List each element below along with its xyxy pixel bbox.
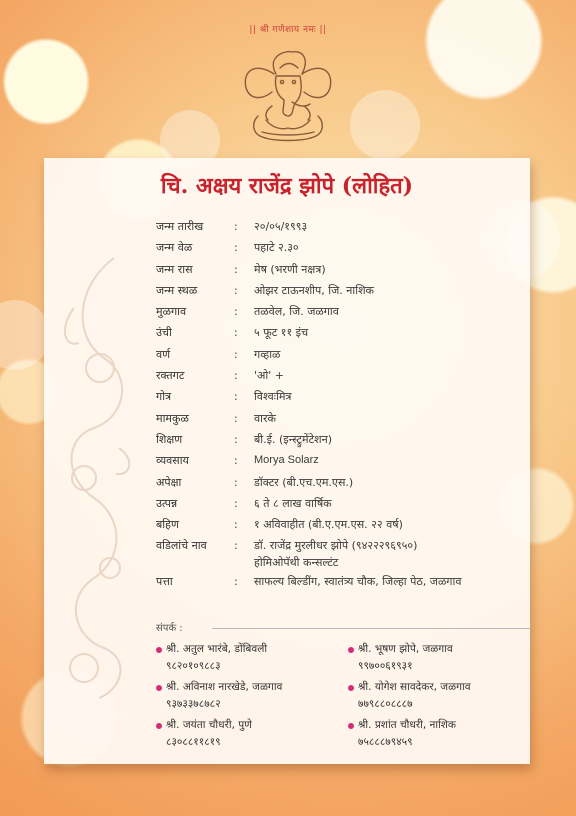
detail-label: वडिलांचे नाव: [156, 539, 207, 553]
detail-value: पहाटे २.३०: [254, 241, 299, 255]
detail-value: साफल्य बिल्डींग, स्वातंत्र्य चौक, जिल्हा पेठ, जळगाव: [254, 575, 462, 589]
detail-row-complexion: [156, 344, 526, 365]
detail-row-blood-group: [156, 365, 526, 386]
detail-label: जन्म स्थळ: [156, 283, 198, 297]
mantra-heading: || श्री गणेशाय नमः ||: [249, 25, 327, 35]
details-list: [156, 216, 526, 593]
detail-value: २०/०५/१९९३: [254, 220, 308, 233]
contact-name: श्री. प्रशांत चौधरी, नाशिक: [358, 719, 456, 731]
detail-separator: :: [234, 518, 238, 532]
detail-value: डॉक्टर (बी.एच.एम.एस.): [254, 475, 354, 489]
detail-row-expectation: [156, 472, 526, 493]
detail-label: रक्तगट: [156, 369, 185, 383]
detail-label: पत्ता: [156, 575, 173, 589]
detail-separator: :: [234, 326, 238, 340]
detail-separator: :: [234, 220, 238, 233]
bullet-icon: [156, 723, 162, 729]
detail-label: जन्म रास: [156, 262, 193, 276]
contact-phone: ९३७३३७८७८२: [166, 698, 221, 710]
detail-value: १ अविवाहीत (बी.ए.एम.एस. २२ वर्ष): [254, 518, 403, 532]
detail-row-zodiac: [156, 259, 526, 280]
detail-label: शिक्षण: [156, 432, 183, 446]
detail-label: व्यवसाय: [156, 454, 189, 468]
detail-separator: :: [234, 432, 238, 446]
contact-phone: ७५८८८७९४५९: [358, 736, 413, 748]
detail-label: जन्म वेळ: [156, 241, 193, 255]
detail-separator: :: [234, 390, 238, 404]
detail-value: ६ ते ८ लाख वार्षिक: [254, 496, 332, 510]
detail-separator: :: [234, 241, 238, 255]
detail-value: गव्हाळ: [254, 347, 281, 361]
detail-separator: :: [234, 305, 238, 319]
detail-value: विश्वःमित्र: [254, 390, 292, 404]
contacts-heading: संपर्क :: [156, 623, 183, 634]
detail-row-birth-date: [156, 216, 526, 237]
detail-separator: :: [234, 369, 238, 383]
detail-row-occupation: [156, 450, 526, 471]
detail-value: Morya Solarz: [254, 454, 319, 467]
detail-label: वर्ण: [156, 347, 171, 361]
detail-row-birth-place: [156, 280, 526, 301]
detail-separator: :: [234, 283, 238, 297]
detail-label: मुळगाव: [156, 305, 187, 319]
detail-row-income: [156, 493, 526, 514]
detail-row-address: [156, 571, 526, 592]
detail-row-height: [156, 322, 526, 343]
contact-name: श्री. जयंता चौधरी, पुणे: [166, 719, 252, 731]
detail-value: बी.ई. (इन्स्ट्रुमेंटेशन): [254, 432, 332, 446]
detail-label: गोत्र: [156, 390, 172, 404]
contacts-divider: [212, 628, 530, 629]
detail-label: उंची: [156, 326, 172, 340]
contact-phone: ९९७००६१९३१: [358, 660, 413, 672]
detail-row-maternal-clan: [156, 408, 526, 429]
detail-label: उत्पन्न: [156, 496, 178, 510]
detail-separator: :: [234, 539, 238, 553]
detail-separator: :: [234, 411, 238, 425]
detail-row-birth-time: [156, 237, 526, 258]
detail-value: तळवेल, जि. जळगाव: [254, 305, 339, 319]
detail-separator: :: [234, 575, 238, 589]
detail-separator: :: [234, 262, 238, 276]
bokeh-circle: [0, 300, 50, 370]
detail-row-sister: [156, 514, 526, 535]
detail-value: ओझर टाऊनशीप, जि. नाशिक: [254, 283, 375, 297]
bullet-icon: [156, 685, 162, 691]
detail-row-gotra: [156, 386, 526, 407]
detail-separator: :: [234, 475, 238, 489]
contact-name: श्री. भूषण झोपे, जळगाव: [358, 643, 453, 655]
detail-separator: :: [234, 454, 238, 468]
contact-name: श्री. अविनाश नारखेडे, जळगाव: [166, 681, 283, 693]
detail-row-native-place: [156, 301, 526, 322]
detail-value: ५ फूट ११ इंच: [254, 326, 309, 340]
contact-name: श्री. अतुल भारंबे, डोंबिवली: [166, 643, 268, 655]
detail-row-education: [156, 429, 526, 450]
contact-name: श्री. योगेश सावदेकर, जळगाव: [358, 681, 471, 693]
bokeh-circle: [350, 90, 420, 160]
detail-separator: :: [234, 496, 238, 510]
detail-label: मामकुळ: [156, 411, 189, 425]
contact-phone: ९८२०१०९८८३: [166, 660, 221, 672]
father-occupation-value: होमिओपॅथी कन्सल्टंट: [254, 556, 339, 570]
bullet-icon: [348, 647, 354, 653]
swirl-ornament: [54, 248, 144, 708]
bullet-icon: [348, 723, 354, 729]
bullet-icon: [156, 647, 162, 653]
detail-label: जन्म तारीख: [156, 220, 204, 233]
contact-phone: ८३०८८११८१९: [166, 736, 221, 748]
detail-value: वारके: [254, 411, 276, 425]
detail-row-father-name: [156, 535, 526, 571]
detail-label: अपेक्षा: [156, 475, 182, 489]
detail-value: मेष (भरणी नक्षत्र): [254, 262, 326, 276]
biodata-card: [44, 158, 530, 764]
detail-value: 'ओ' +: [254, 369, 285, 383]
contact-phone: ७७९८८०८८८७: [358, 698, 413, 710]
detail-separator: :: [234, 347, 238, 361]
candidate-name-title: चि. अक्षय राजेंद्र झोपे (लोहित): [160, 173, 414, 199]
father-name-value: डॉ. राजेंद्र मुरलीधर झोपे (९४२२२९६९५०): [254, 539, 418, 553]
ganesha-icon: [236, 44, 340, 146]
detail-label: बहिण: [156, 518, 179, 532]
detail-value: [254, 537, 417, 571]
bullet-icon: [348, 685, 354, 691]
